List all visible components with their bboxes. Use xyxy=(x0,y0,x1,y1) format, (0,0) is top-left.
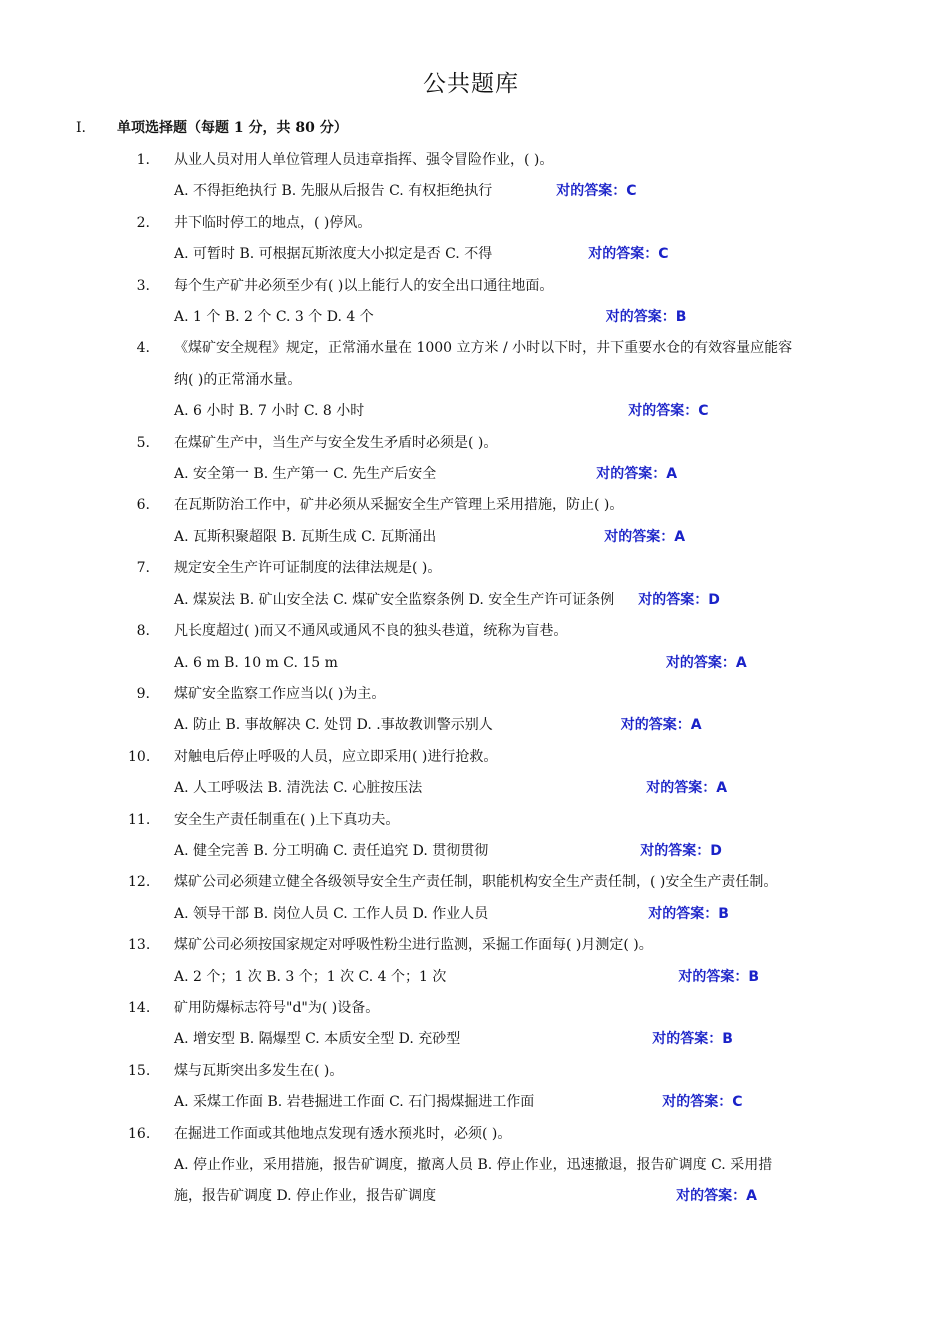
question-number: 13. xyxy=(128,937,151,954)
answer-label: 对的答案：A xyxy=(676,1188,757,1205)
question-number: 10. xyxy=(128,748,151,765)
question-number: 14. xyxy=(128,999,151,1016)
options-text: A. 煤炭法 B. 矿山安全法 C. 煤矿安全监察条例 D. 安全生产许可证条例 xyxy=(174,591,615,608)
question-options xyxy=(174,962,874,993)
question-number: 3. xyxy=(136,277,150,294)
options-text: A. 2 个；1 次 B. 3 个；1 次 C. 4 个；1 次 xyxy=(174,968,447,985)
question-options xyxy=(174,302,874,333)
options-text: A. 人工呼吸法 B. 清洗法 C. 心脏按压法 xyxy=(174,780,423,797)
answer-label: 对的答案：C xyxy=(628,403,709,420)
section-title: 单项选择题（每题 1 分，共 80 分） xyxy=(117,120,348,136)
question-item xyxy=(0,679,950,742)
question-text: 在掘进工作面或其他地点发现有透水预兆时，必须( )。 xyxy=(174,1125,512,1142)
question-number: 16. xyxy=(128,1125,151,1142)
question-number: 2. xyxy=(136,214,150,231)
question-text: 井下临时停工的地点，( )停风。 xyxy=(174,214,372,231)
question-options xyxy=(174,522,874,553)
question-item xyxy=(0,1119,950,1213)
question-text: 对触电后停止呼吸的人员，应立即采用( )进行抢救。 xyxy=(174,748,498,765)
options-text: A. 领导干部 B. 岗位人员 C. 工作人员 D. 作业人员 xyxy=(174,905,489,922)
question-options xyxy=(174,648,874,679)
question-options xyxy=(174,773,874,804)
options-text: A. 1 个 B. 2 个 C. 3 个 D. 4 个 xyxy=(174,309,374,326)
question-number: 4. xyxy=(136,340,150,357)
question-options xyxy=(174,239,874,270)
question-text: 安全生产责任制重在( )上下真功夫。 xyxy=(174,811,400,828)
question-options xyxy=(174,459,874,490)
question-text: 在瓦斯防治工作中，矿井必须从采掘安全生产管理上采用措施，防止( )。 xyxy=(174,497,624,514)
question-item xyxy=(0,553,950,616)
question-text: 从业人员对用人单位管理人员违章指挥、强令冒险作业，( )。 xyxy=(174,152,554,168)
answer-label: 对的答案：A xyxy=(665,654,747,671)
answer-label: 对的答案：D xyxy=(640,842,722,859)
question-number: 11. xyxy=(128,811,151,828)
question-item xyxy=(0,742,950,805)
question-number: 9. xyxy=(136,685,150,702)
question-item xyxy=(0,428,950,491)
question-text: 矿用防爆标志符号"d"为( )设备。 xyxy=(174,999,380,1016)
options-text: A. 防止 B. 事故解决 C. 处罚 D. .事故教训警示别人 xyxy=(174,717,493,734)
options-text: A. 采煤工作面 B. 岩巷掘进工作面 C. 石门揭煤掘进工作面 xyxy=(174,1094,535,1111)
options-text: A. 可暂时 B. 可根据瓦斯浓度大小拟定是否 C. 不得 xyxy=(174,246,493,263)
options-text: A. 瓦斯积聚超限 B. 瓦斯生成 C. 瓦斯涌出 xyxy=(174,528,437,545)
question-options xyxy=(174,899,874,930)
question-item xyxy=(0,930,950,993)
options-text: A. 停止作业，采用措施，报告矿调度，撤离人员 B. 停止作业，迅速撤退，报告矿调度 C. 采用措 xyxy=(174,1157,773,1173)
question-options xyxy=(174,1181,874,1212)
question-text: 《煤矿安全规程》规定，正常涌水量在 1000 立方米 / 小时以下时，井下重要水仓的有效容量应能容 xyxy=(174,340,793,357)
answer-label: 对的答案：C xyxy=(588,246,669,263)
question-item xyxy=(0,993,950,1056)
options-text: 施，报告矿调度 D. 停止作业，报告矿调度 xyxy=(174,1188,437,1205)
question-item xyxy=(0,333,950,427)
question-item xyxy=(0,805,950,868)
page-title: 公共题库 xyxy=(423,71,519,97)
question-options xyxy=(174,1087,874,1118)
question-number: 5. xyxy=(136,434,150,451)
options-text: A. 健全完善 B. 分工明确 C. 责任追究 D. 贯彻贯彻 xyxy=(174,842,489,859)
question-text: 在煤矿生产中，当生产与安全发生矛盾时必须是( )。 xyxy=(174,434,498,451)
options-text: A. 增安型 B. 隔爆型 C. 本质安全型 D. 充砂型 xyxy=(174,1031,461,1048)
question-options xyxy=(174,396,874,427)
question-options xyxy=(174,1150,874,1181)
answer-label: 对的答案：A xyxy=(620,717,702,734)
question-options xyxy=(174,1024,874,1055)
question-item xyxy=(0,271,950,334)
answer-label: 对的答案：A xyxy=(604,528,686,545)
answer-label: 对的答案：B xyxy=(605,309,687,326)
answer-label: 对的答案：A xyxy=(646,780,728,797)
answer-label: 对的答案：C xyxy=(662,1094,743,1111)
options-text: A. 6 小时 B. 7 小时 C. 8 小时 xyxy=(174,403,365,420)
question-text: 凡长度超过( )而又不通风或通风不良的独头巷道，统称为盲巷。 xyxy=(174,623,568,640)
answer-label: 对的答案：A xyxy=(596,466,678,483)
answer-label: 对的答案：D xyxy=(638,591,720,608)
question-options xyxy=(174,176,874,207)
question-item xyxy=(0,145,950,208)
question-item xyxy=(0,208,950,271)
question-number: 1. xyxy=(136,152,150,168)
question-item xyxy=(0,490,950,553)
options-text: A. 不得拒绝执行 B. 先服从后报告 C. 有权拒绝执行 xyxy=(174,183,493,200)
question-text: 规定安全生产许可证制度的法律法规是( )。 xyxy=(174,560,442,577)
question-list xyxy=(0,145,950,1213)
question-text: 纳( )的正常涌水量。 xyxy=(174,371,302,388)
question-item xyxy=(0,1056,950,1119)
question-number: 12. xyxy=(128,874,151,891)
question-item xyxy=(0,867,950,930)
question-text: 煤矿公司必须建立健全各级领导安全生产责任制，职能机构安全生产责任制，( )安全生产责任制。 xyxy=(174,874,778,891)
section-number: I. xyxy=(76,120,86,136)
question-text: 煤与瓦斯突出多发生在( )。 xyxy=(174,1062,344,1079)
answer-label: 对的答案：B xyxy=(648,905,729,922)
question-number: 7. xyxy=(136,560,150,577)
answer-label: 对的答案：B xyxy=(678,968,760,985)
question-number: 6. xyxy=(136,497,150,514)
question-options xyxy=(174,710,874,741)
question-item xyxy=(0,616,950,679)
question-options xyxy=(174,585,874,616)
options-text: A. 安全第一 B. 生产第一 C. 先生产后安全 xyxy=(174,466,437,483)
answer-label: 对的答案：C xyxy=(556,183,637,200)
question-options xyxy=(174,836,874,867)
question-number: 8. xyxy=(136,623,150,640)
question-text: 煤矿公司必须按国家规定对呼吸性粉尘进行监测，采掘工作面每( )月测定( )。 xyxy=(174,937,653,954)
question-number: 15. xyxy=(128,1062,151,1079)
answer-label: 对的答案：B xyxy=(652,1031,733,1048)
options-text: A. 6 m B. 10 m C. 15 m xyxy=(174,654,338,671)
question-text: 煤矿安全监察工作应当以( )为主。 xyxy=(174,685,386,702)
question-text: 每个生产矿井必须至少有( )以上能行人的安全出口通往地面。 xyxy=(174,277,554,294)
